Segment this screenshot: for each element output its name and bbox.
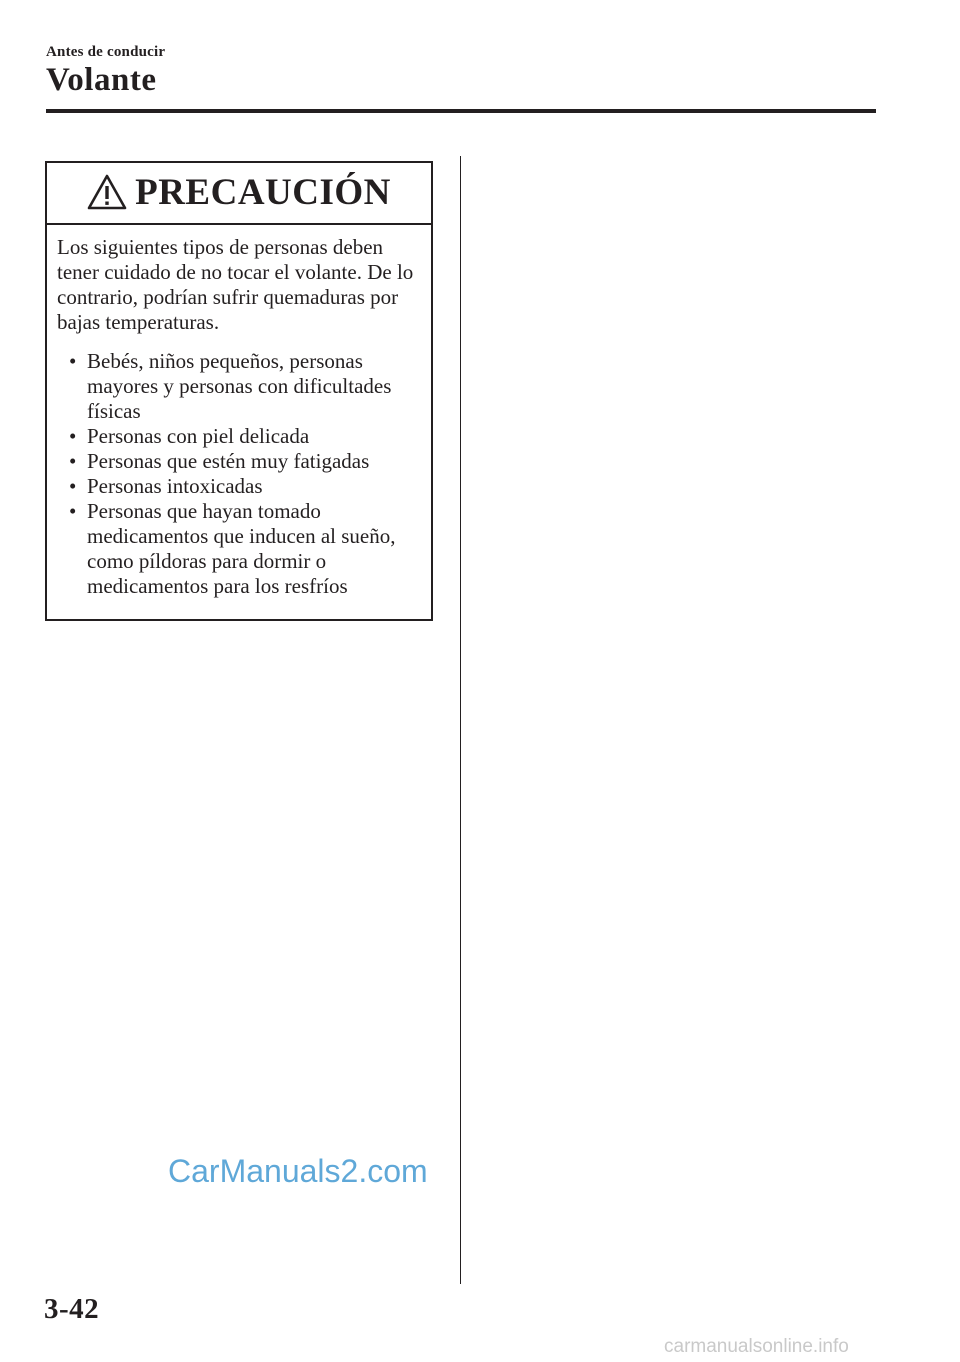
list-item bbox=[57, 474, 421, 499]
list-item-text: Personas que hayan tomado medicamentos que inducen al sueño, como píldoras para dormir o medicamentos para los resfríos bbox=[87, 499, 396, 598]
list-item bbox=[57, 499, 421, 599]
list-item bbox=[57, 349, 421, 424]
watermark: CarManuals2.com bbox=[168, 1153, 428, 1189]
caution-title: PRECAUCIÓN bbox=[135, 172, 391, 213]
bullet: • bbox=[69, 449, 77, 473]
list-item-text: Personas con piel delicada bbox=[87, 424, 310, 448]
site-watermark: carmanualsonline.info bbox=[664, 1336, 849, 1357]
bullet: • bbox=[69, 349, 77, 373]
bullet: • bbox=[69, 499, 77, 523]
heading-rule bbox=[46, 109, 876, 113]
caution-box bbox=[45, 161, 433, 621]
bullet: • bbox=[69, 424, 77, 448]
list-item bbox=[57, 424, 421, 449]
page-title: Volante bbox=[46, 62, 157, 98]
list-item-text: Personas que estén muy fatigadas bbox=[87, 449, 370, 473]
section-label: Antes de conducir bbox=[46, 44, 166, 60]
list-item-text: Personas intoxicadas bbox=[87, 474, 263, 498]
caution-list bbox=[57, 349, 421, 599]
list-item bbox=[57, 449, 421, 474]
caution-intro: Los siguientes tipos de personas deben tener cuidado de no tocar el volante. De lo contrario, podrían sufrir quemaduras por bajas temperaturas. bbox=[57, 235, 414, 334]
bullet: • bbox=[69, 474, 77, 498]
warning-triangle-icon bbox=[87, 174, 127, 210]
list-item-text: Bebés, niños pequeños, personas mayores y personas con dificultades físicas bbox=[87, 349, 392, 423]
caution-body bbox=[47, 225, 431, 599]
caution-header bbox=[47, 163, 431, 225]
column-divider bbox=[460, 156, 461, 1284]
page-number: 3-42 bbox=[44, 1293, 100, 1325]
